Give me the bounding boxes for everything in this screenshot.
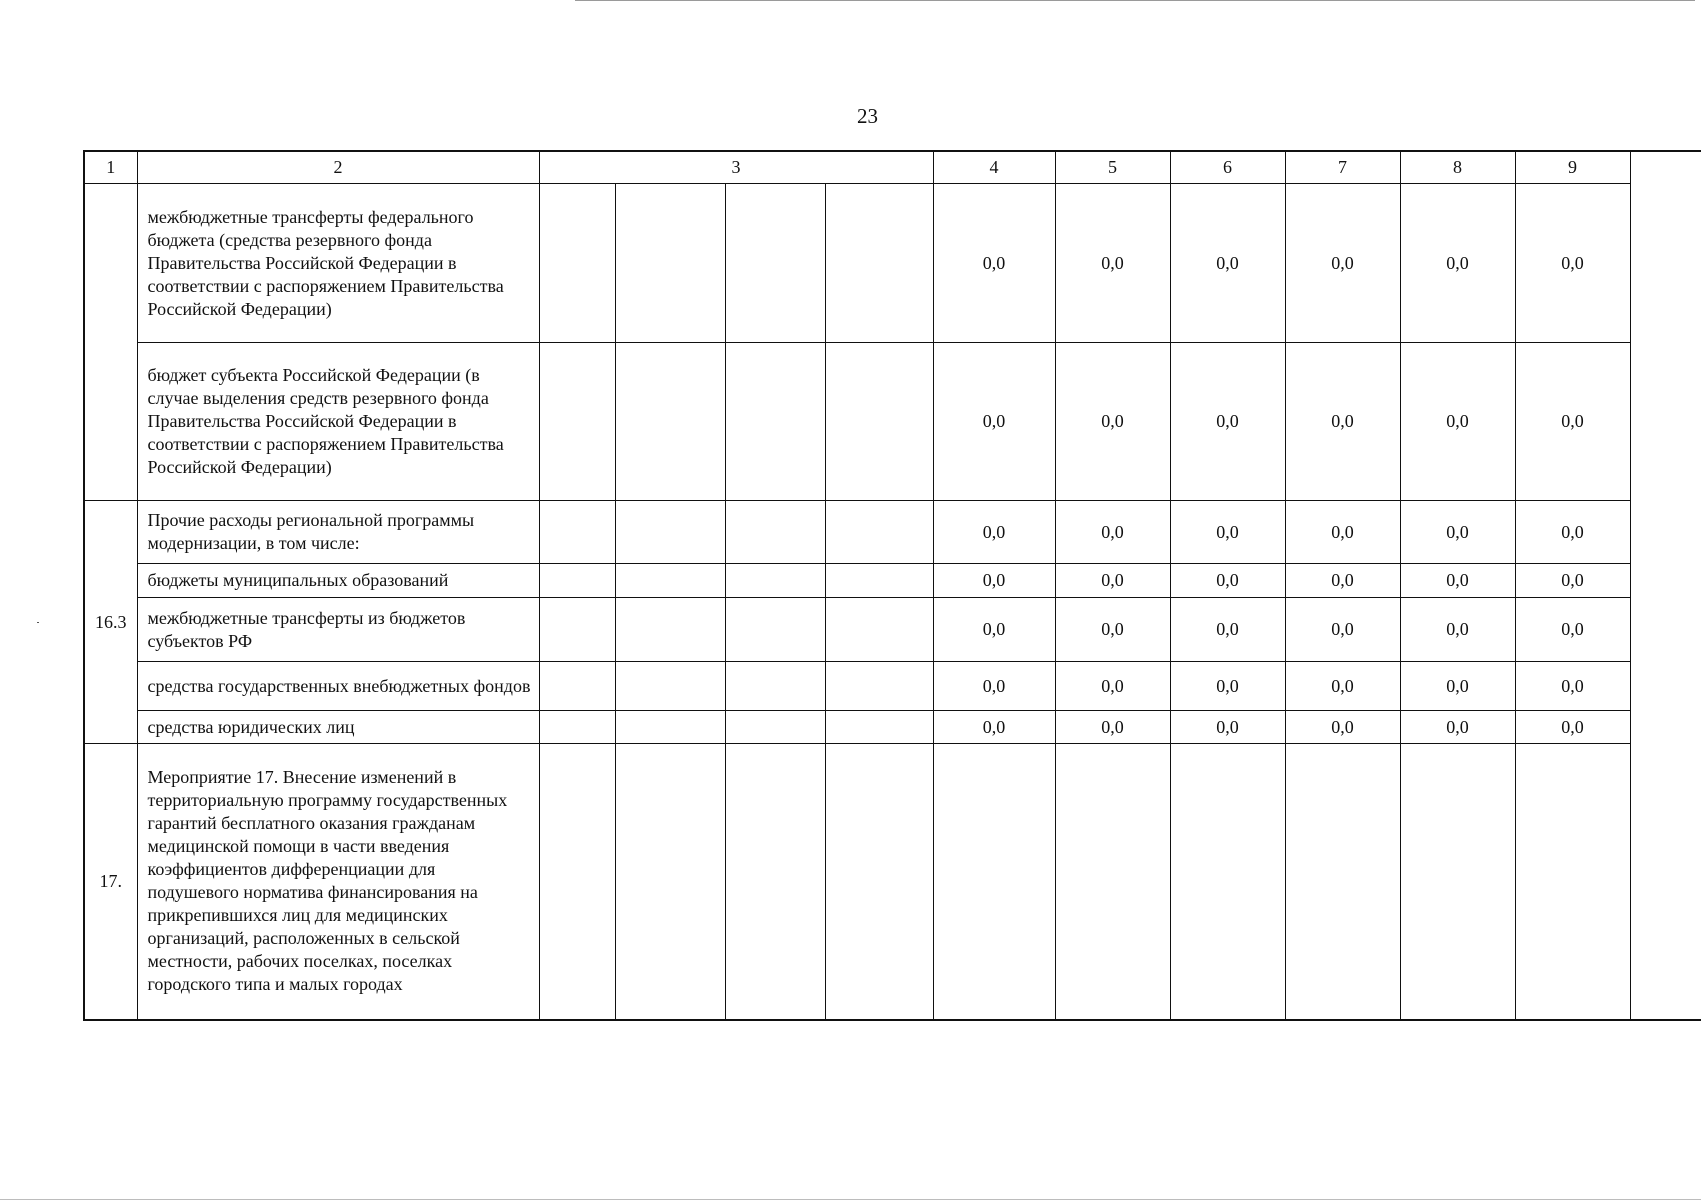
row-index	[84, 184, 137, 501]
column-header-5: 5	[1055, 151, 1170, 184]
empty-cell	[725, 184, 825, 343]
empty-cell	[539, 598, 615, 662]
empty-cell	[825, 343, 933, 501]
value-col-8: 0,0	[1400, 564, 1515, 598]
empty-cell	[725, 711, 825, 744]
column-header-4: 4	[933, 151, 1055, 184]
value-col-7: 0,0	[1285, 184, 1400, 343]
empty-cell	[725, 564, 825, 598]
value-col-7: 0,0	[1285, 711, 1400, 744]
empty-cell	[615, 501, 725, 564]
column-header-7: 7	[1285, 151, 1400, 184]
value-col-5: 0,0	[1055, 662, 1170, 711]
value-col-6	[1170, 744, 1285, 1020]
value-col-8: 0,0	[1400, 184, 1515, 343]
table-row	[84, 184, 1701, 343]
empty-cell	[539, 744, 615, 1020]
row-description: Прочие расходы региональной программы модернизации, в том числе:	[137, 501, 539, 564]
table-row	[84, 744, 1701, 1020]
empty-cell	[615, 662, 725, 711]
value-col-8	[1400, 744, 1515, 1020]
value-col-9: 0,0	[1515, 711, 1630, 744]
value-col-6: 0,0	[1170, 598, 1285, 662]
empty-cell	[539, 564, 615, 598]
value-col-7	[1285, 744, 1400, 1020]
header-row	[84, 151, 1701, 184]
row-description: бюджет субъекта Российской Федерации (в случае выделения средств резервного фонда Правительства Российской Федерации в соответствии с распоряжением Правительства Российской Федерации)	[137, 343, 539, 501]
value-col-9: 0,0	[1515, 564, 1630, 598]
value-col-5: 0,0	[1055, 711, 1170, 744]
value-col-4: 0,0	[933, 501, 1055, 564]
value-col-4	[933, 744, 1055, 1020]
row-description: межбюджетные трансферты федерального бюджета (средства резервного фонда Правительства Российской Федерации в соответствии с распоряжением Правительства Российской Федерации)	[137, 184, 539, 343]
empty-cell	[825, 564, 933, 598]
value-col-6: 0,0	[1170, 501, 1285, 564]
scan-speck	[37, 622, 39, 623]
value-col-9	[1515, 744, 1630, 1020]
empty-cell	[825, 711, 933, 744]
value-col-4: 0,0	[933, 711, 1055, 744]
value-col-5: 0,0	[1055, 343, 1170, 501]
value-col-5	[1055, 744, 1170, 1020]
value-col-5: 0,0	[1055, 184, 1170, 343]
value-col-9: 0,0	[1515, 662, 1630, 711]
row-description: межбюджетные трансферты из бюджетов субъектов РФ	[137, 598, 539, 662]
value-col-8: 0,0	[1400, 343, 1515, 501]
value-col-7: 0,0	[1285, 564, 1400, 598]
empty-cell	[725, 343, 825, 501]
value-col-5: 0,0	[1055, 501, 1170, 564]
value-col-6: 0,0	[1170, 343, 1285, 501]
value-col-9: 0,0	[1515, 184, 1630, 343]
row-description: средства государственных внебюджетных фондов	[137, 662, 539, 711]
empty-cell	[615, 343, 725, 501]
budget-table	[83, 150, 1701, 1021]
row-description: средства юридических лиц	[137, 711, 539, 744]
value-col-7: 0,0	[1285, 662, 1400, 711]
empty-cell	[725, 744, 825, 1020]
empty-cell	[725, 662, 825, 711]
empty-cell	[539, 711, 615, 744]
column-header-6: 6	[1170, 151, 1285, 184]
top-scan-rule	[575, 0, 1695, 1]
value-col-4: 0,0	[933, 662, 1055, 711]
value-col-6: 0,0	[1170, 711, 1285, 744]
empty-cell	[615, 711, 725, 744]
empty-cell	[825, 184, 933, 343]
value-col-7: 0,0	[1285, 501, 1400, 564]
empty-cell	[615, 564, 725, 598]
column-header-8: 8	[1400, 151, 1515, 184]
row-description: бюджеты муниципальных образований	[137, 564, 539, 598]
empty-cell	[615, 744, 725, 1020]
empty-cell	[825, 501, 933, 564]
table-row	[84, 564, 1701, 598]
empty-cell	[539, 501, 615, 564]
empty-cell	[825, 744, 933, 1020]
empty-cell	[825, 662, 933, 711]
empty-cell	[825, 598, 933, 662]
value-col-8: 0,0	[1400, 711, 1515, 744]
value-col-4: 0,0	[933, 184, 1055, 343]
value-col-5: 0,0	[1055, 564, 1170, 598]
table-row	[84, 501, 1701, 564]
table-row	[84, 711, 1701, 744]
empty-cell	[725, 598, 825, 662]
value-col-9: 0,0	[1515, 598, 1630, 662]
value-col-9: 0,0	[1515, 343, 1630, 501]
value-col-7: 0,0	[1285, 343, 1400, 501]
value-col-9: 0,0	[1515, 501, 1630, 564]
empty-cell	[615, 598, 725, 662]
page-number: 23	[857, 104, 878, 128]
empty-cell	[539, 662, 615, 711]
value-col-6: 0,0	[1170, 662, 1285, 711]
value-col-8: 0,0	[1400, 662, 1515, 711]
value-col-4: 0,0	[933, 564, 1055, 598]
value-col-7: 0,0	[1285, 598, 1400, 662]
value-col-8: 0,0	[1400, 501, 1515, 564]
column-header-1: 1	[84, 151, 137, 184]
value-col-4: 0,0	[933, 343, 1055, 501]
row-description: Мероприятие 17. Внесение изменений в территориальную программу государственных гарантий бесплатного оказания гражданам медицинской помощи в части введения коэффициентов дифференциации для подушевого норматива финансирования на прикрепившихся лиц для медицинских организаций, расположенных в сельской местности, рабочих поселках, поселках городского типа и малых городах	[137, 744, 539, 1020]
table-row	[84, 662, 1701, 711]
value-col-8: 0,0	[1400, 598, 1515, 662]
row-index: 17.	[84, 744, 137, 1020]
empty-cell	[615, 184, 725, 343]
empty-cell	[725, 501, 825, 564]
column-header-9: 9	[1515, 151, 1630, 184]
row-index: 16.3	[84, 501, 137, 744]
column-header-2: 2	[137, 151, 539, 184]
value-col-6: 0,0	[1170, 564, 1285, 598]
empty-cell	[539, 343, 615, 501]
empty-cell	[539, 184, 615, 343]
table-row	[84, 343, 1701, 501]
table-row	[84, 598, 1701, 662]
value-col-5: 0,0	[1055, 598, 1170, 662]
column-header-3: 3	[539, 151, 933, 184]
value-col-4: 0,0	[933, 598, 1055, 662]
value-col-6: 0,0	[1170, 184, 1285, 343]
